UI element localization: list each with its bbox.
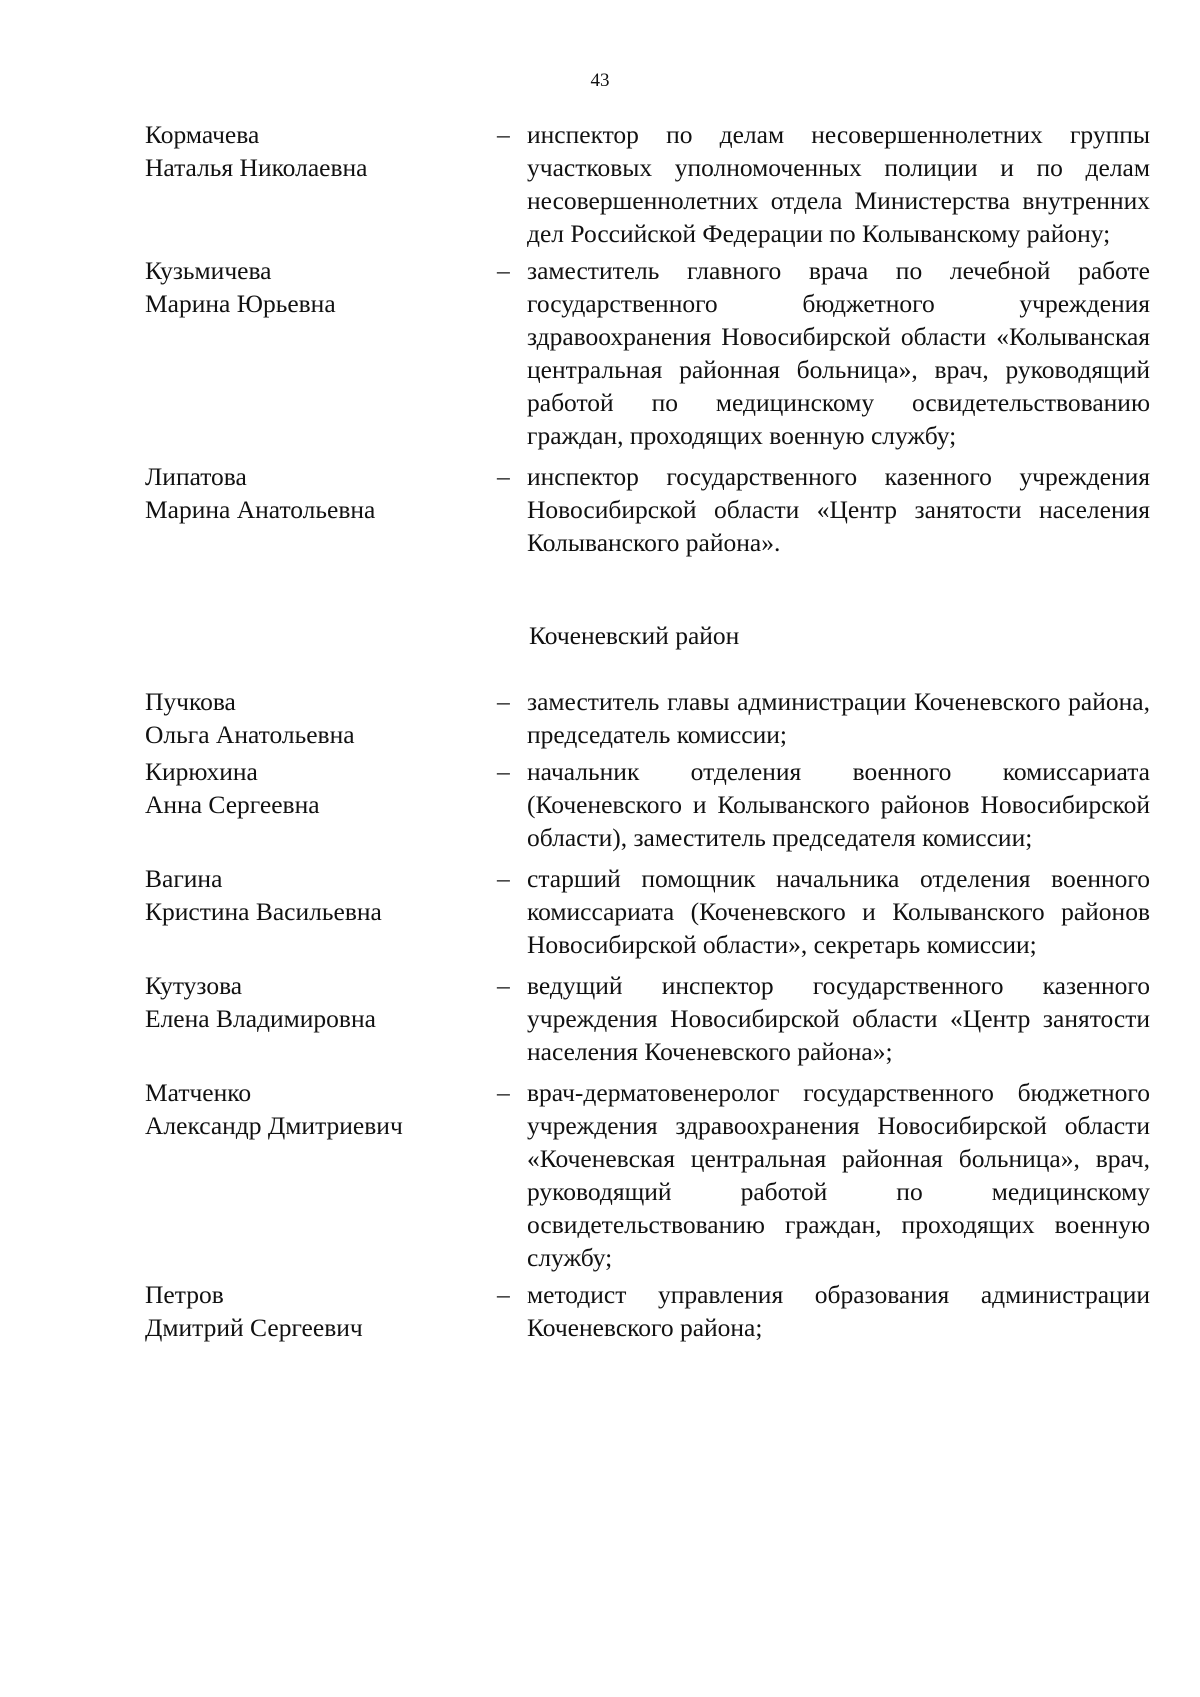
member-entry <box>145 685 1150 751</box>
member-position: врач-дерматовенеролог государственного бюджетного учреждения здравоохранения Новосибирской области «Коченевская центральная районная больница», врач, руководящий работой по медицинскому освидетельствованию граждан, проходящих военную службу; <box>527 1078 1150 1272</box>
member-entry <box>145 460 1150 559</box>
member-surname: Пучкова <box>145 687 236 716</box>
page-number: 43 <box>590 70 610 91</box>
member-name <box>145 862 495 928</box>
member-position: ведущий инспектор государственного казенного учреждения Новосибирской области «Центр занятости населения Коченевского района»; <box>527 971 1150 1066</box>
dash-separator: – <box>497 1078 510 1107</box>
dash-separator: – <box>497 971 510 1000</box>
member-entry <box>145 254 1150 452</box>
member-given-name: Елена Владимировна <box>145 1004 376 1033</box>
member-given-name: Анна Сергеевна <box>145 790 320 819</box>
member-given-name: Марина Анатольевна <box>145 495 376 524</box>
commission-list <box>145 118 1150 1344</box>
member-surname: Вагина <box>145 864 223 893</box>
member-name <box>145 118 495 184</box>
dash-separator: – <box>497 687 510 716</box>
member-entry <box>145 118 1150 250</box>
member-entry <box>145 969 1150 1068</box>
member-surname: Петров <box>145 1280 224 1309</box>
dash-separator: – <box>497 462 510 491</box>
member-given-name: Ольга Анатольевна <box>145 720 355 749</box>
dash-separator: – <box>497 256 510 285</box>
member-given-name: Наталья Николаевна <box>145 153 368 182</box>
member-position: начальник отделения военного комиссариата (Коченевского и Колыванского районов Новосибирской области), заместитель председателя комиссии; <box>527 757 1150 852</box>
member-surname: Кузьмичева <box>145 256 272 285</box>
member-name <box>145 685 495 751</box>
member-name <box>145 1278 495 1344</box>
member-given-name: Марина Юрьевна <box>145 289 336 318</box>
member-entry <box>145 1076 1150 1274</box>
member-name <box>145 460 495 526</box>
member-position: инспектор по делам несовершеннолетних группы участковых уполномоченных полиции и по делам несовершеннолетних отдела Министерства внутренних дел Российской Федерации по Колыванскому району; <box>527 120 1150 248</box>
member-surname: Кормачева <box>145 120 260 149</box>
member-position: старший помощник начальника отделения военного комиссариата (Коченевского и Колыванского районов Новосибирской области», секретарь комиссии; <box>527 864 1150 959</box>
member-entry <box>145 755 1150 854</box>
member-surname: Кутузова <box>145 971 243 1000</box>
member-given-name: Дмитрий Сергеевич <box>145 1313 363 1342</box>
member-given-name: Александр Дмитриевич <box>145 1111 403 1140</box>
member-entry <box>145 862 1150 961</box>
member-name <box>145 254 495 320</box>
dash-separator: – <box>497 864 510 893</box>
dash-separator: – <box>497 757 510 786</box>
member-name <box>145 1076 495 1142</box>
member-position: заместитель главного врача по лечебной работе государственного бюджетного учреждения здравоохранения Новосибирской области «Колыванская центральная районная больница», врач, руководящий работой по медицинскому освидетельствованию граждан, проходящих военную службу; <box>527 256 1150 450</box>
member-position: заместитель главы администрации Коченевского района, председатель комиссии; <box>527 687 1150 749</box>
member-surname: Липатова <box>145 462 247 491</box>
dash-separator: – <box>497 1280 510 1309</box>
member-surname: Матченко <box>145 1078 252 1107</box>
section-title: Коченевский район <box>529 621 740 650</box>
member-given-name: Кристина Васильевна <box>145 897 382 926</box>
member-name <box>145 755 495 821</box>
dash-separator: – <box>497 120 510 149</box>
member-position: инспектор государственного казенного учреждения Новосибирской области «Центр занятости населения Колыванского района». <box>527 462 1150 557</box>
member-position: методист управления образования администрации Коченевского района; <box>527 1280 1150 1342</box>
member-entry <box>145 1278 1150 1344</box>
member-surname: Кирюхина <box>145 757 258 786</box>
member-name <box>145 969 495 1035</box>
